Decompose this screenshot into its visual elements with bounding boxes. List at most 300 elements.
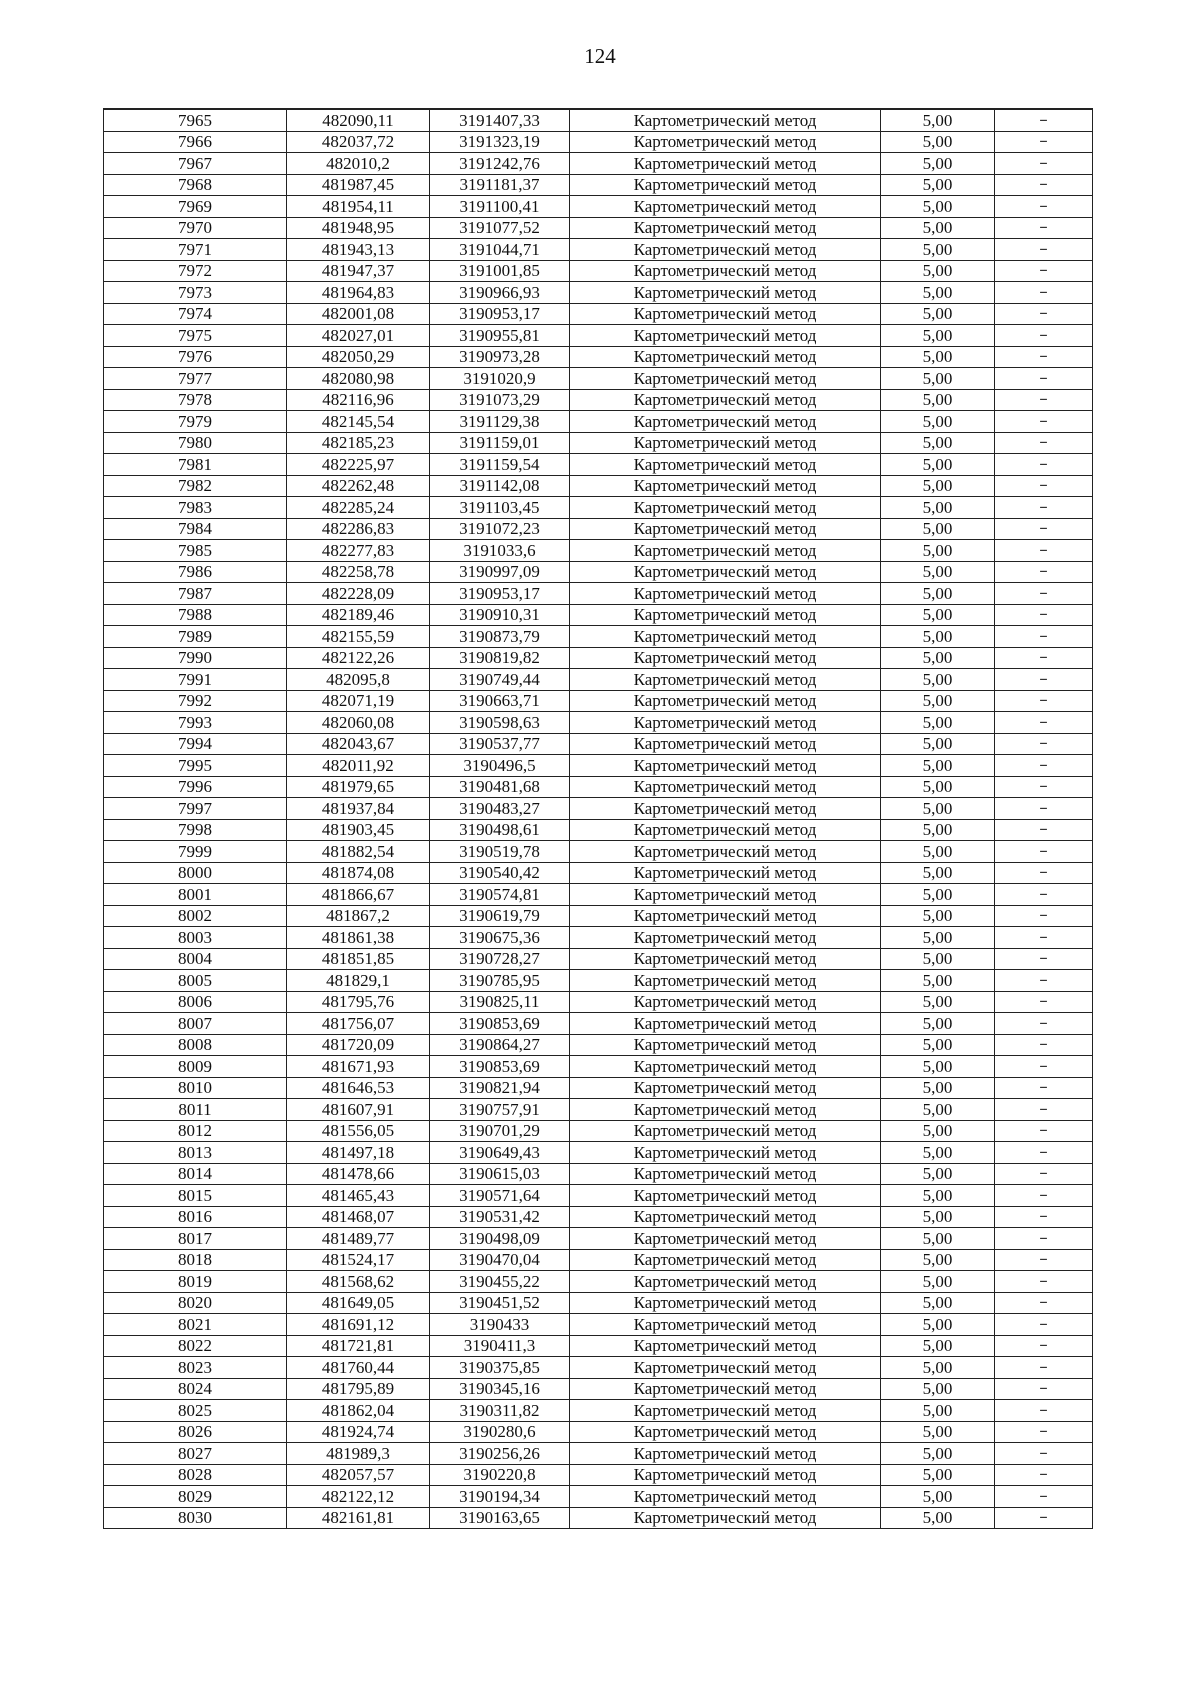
method-cell: Картометрический метод xyxy=(570,1228,881,1250)
x-coordinate-cell: 482010,2 xyxy=(287,153,430,175)
description-cell: – xyxy=(995,1120,1093,1142)
description-cell: – xyxy=(995,1271,1093,1293)
table-row xyxy=(104,669,1093,691)
method-cell: Картометрический метод xyxy=(570,712,881,734)
y-coordinate-cell: 3191103,45 xyxy=(430,497,570,519)
point-number-cell: 7977 xyxy=(104,368,287,390)
accuracy-cell: 5,00 xyxy=(881,1486,995,1508)
y-coordinate-cell: 3191033,6 xyxy=(430,540,570,562)
point-number-cell: 7983 xyxy=(104,497,287,519)
accuracy-cell: 5,00 xyxy=(881,260,995,282)
point-number-cell: 7991 xyxy=(104,669,287,691)
method-cell: Картометрический метод xyxy=(570,1507,881,1529)
accuracy-cell: 5,00 xyxy=(881,690,995,712)
point-number-cell: 7995 xyxy=(104,755,287,777)
point-number-cell: 7986 xyxy=(104,561,287,583)
accuracy-cell: 5,00 xyxy=(881,518,995,540)
y-coordinate-cell: 3190574,81 xyxy=(430,884,570,906)
x-coordinate-cell: 482090,11 xyxy=(287,109,430,131)
description-cell: – xyxy=(995,647,1093,669)
description-cell: – xyxy=(995,1507,1093,1529)
point-number-cell: 7999 xyxy=(104,841,287,863)
y-coordinate-cell: 3191159,01 xyxy=(430,432,570,454)
y-coordinate-cell: 3191077,52 xyxy=(430,217,570,239)
y-coordinate-cell: 3190615,03 xyxy=(430,1163,570,1185)
method-cell: Картометрический метод xyxy=(570,196,881,218)
point-number-cell: 7969 xyxy=(104,196,287,218)
accuracy-cell: 5,00 xyxy=(881,109,995,131)
method-cell: Картометрический метод xyxy=(570,991,881,1013)
y-coordinate-cell: 3190280,6 xyxy=(430,1421,570,1443)
y-coordinate-cell: 3191142,08 xyxy=(430,475,570,497)
accuracy-cell: 5,00 xyxy=(881,389,995,411)
method-cell: Картометрический метод xyxy=(570,497,881,519)
table-row xyxy=(104,282,1093,304)
table-row xyxy=(104,346,1093,368)
y-coordinate-cell: 3191242,76 xyxy=(430,153,570,175)
method-cell: Картометрический метод xyxy=(570,690,881,712)
point-number-cell: 7992 xyxy=(104,690,287,712)
method-cell: Картометрический метод xyxy=(570,1206,881,1228)
y-coordinate-cell: 3191181,37 xyxy=(430,174,570,196)
method-cell: Картометрический метод xyxy=(570,346,881,368)
x-coordinate-cell: 482286,83 xyxy=(287,518,430,540)
table-row xyxy=(104,690,1093,712)
point-number-cell: 7984 xyxy=(104,518,287,540)
table-row xyxy=(104,948,1093,970)
y-coordinate-cell: 3190256,26 xyxy=(430,1443,570,1465)
accuracy-cell: 5,00 xyxy=(881,1077,995,1099)
description-cell: – xyxy=(995,733,1093,755)
x-coordinate-cell: 481924,74 xyxy=(287,1421,430,1443)
x-coordinate-cell: 481937,84 xyxy=(287,798,430,820)
x-coordinate-cell: 482145,54 xyxy=(287,411,430,433)
method-cell: Картометрический метод xyxy=(570,131,881,153)
description-cell: – xyxy=(995,669,1093,691)
y-coordinate-cell: 3190825,11 xyxy=(430,991,570,1013)
x-coordinate-cell: 481760,44 xyxy=(287,1357,430,1379)
method-cell: Картометрический метод xyxy=(570,884,881,906)
point-number-cell: 8001 xyxy=(104,884,287,906)
point-number-cell: 7976 xyxy=(104,346,287,368)
table-row xyxy=(104,798,1093,820)
description-cell: – xyxy=(995,905,1093,927)
accuracy-cell: 5,00 xyxy=(881,1163,995,1185)
accuracy-cell: 5,00 xyxy=(881,1056,995,1078)
table-row xyxy=(104,1034,1093,1056)
point-number-cell: 7993 xyxy=(104,712,287,734)
description-cell: – xyxy=(995,1206,1093,1228)
method-cell: Картометрический метод xyxy=(570,1120,881,1142)
table-row xyxy=(104,561,1093,583)
accuracy-cell: 5,00 xyxy=(881,1443,995,1465)
accuracy-cell: 5,00 xyxy=(881,819,995,841)
point-number-cell: 8030 xyxy=(104,1507,287,1529)
y-coordinate-cell: 3191159,54 xyxy=(430,454,570,476)
method-cell: Картометрический метод xyxy=(570,1099,881,1121)
table-row xyxy=(104,1056,1093,1078)
x-coordinate-cell: 481861,38 xyxy=(287,927,430,949)
x-coordinate-cell: 481489,77 xyxy=(287,1228,430,1250)
accuracy-cell: 5,00 xyxy=(881,1249,995,1271)
x-coordinate-cell: 482027,01 xyxy=(287,325,430,347)
description-cell: – xyxy=(995,884,1093,906)
description-cell: – xyxy=(995,196,1093,218)
table-row xyxy=(104,583,1093,605)
x-coordinate-cell: 481497,18 xyxy=(287,1142,430,1164)
accuracy-cell: 5,00 xyxy=(881,1507,995,1529)
description-cell: – xyxy=(995,927,1093,949)
table-row xyxy=(104,884,1093,906)
description-cell: – xyxy=(995,1443,1093,1465)
point-number-cell: 8007 xyxy=(104,1013,287,1035)
x-coordinate-cell: 481556,05 xyxy=(287,1120,430,1142)
description-cell: – xyxy=(995,1249,1093,1271)
y-coordinate-cell: 3190481,68 xyxy=(430,776,570,798)
description-cell: – xyxy=(995,518,1093,540)
y-coordinate-cell: 3190864,27 xyxy=(430,1034,570,1056)
x-coordinate-cell: 481607,91 xyxy=(287,1099,430,1121)
accuracy-cell: 5,00 xyxy=(881,970,995,992)
description-cell: – xyxy=(995,991,1093,1013)
description-cell: – xyxy=(995,1013,1093,1035)
y-coordinate-cell: 3190728,27 xyxy=(430,948,570,970)
accuracy-cell: 5,00 xyxy=(881,282,995,304)
table-row xyxy=(104,1443,1093,1465)
description-cell: – xyxy=(995,1228,1093,1250)
accuracy-cell: 5,00 xyxy=(881,1185,995,1207)
method-cell: Картометрический метод xyxy=(570,583,881,605)
description-cell: – xyxy=(995,260,1093,282)
accuracy-cell: 5,00 xyxy=(881,733,995,755)
x-coordinate-cell: 481795,76 xyxy=(287,991,430,1013)
accuracy-cell: 5,00 xyxy=(881,1013,995,1035)
table-row xyxy=(104,862,1093,884)
table-row xyxy=(104,1357,1093,1379)
x-coordinate-cell: 482161,81 xyxy=(287,1507,430,1529)
table-row xyxy=(104,927,1093,949)
page-number: 124 xyxy=(584,44,616,68)
description-cell: – xyxy=(995,1056,1093,1078)
description-cell: – xyxy=(995,1486,1093,1508)
method-cell: Картометрический метод xyxy=(570,411,881,433)
y-coordinate-cell: 3191020,9 xyxy=(430,368,570,390)
table-row xyxy=(104,1464,1093,1486)
point-number-cell: 8015 xyxy=(104,1185,287,1207)
table-row xyxy=(104,1185,1093,1207)
x-coordinate-cell: 482122,12 xyxy=(287,1486,430,1508)
y-coordinate-cell: 3190701,29 xyxy=(430,1120,570,1142)
description-cell: – xyxy=(995,153,1093,175)
accuracy-cell: 5,00 xyxy=(881,862,995,884)
x-coordinate-cell: 482060,08 xyxy=(287,712,430,734)
accuracy-cell: 5,00 xyxy=(881,1357,995,1379)
point-number-cell: 8009 xyxy=(104,1056,287,1078)
point-number-cell: 7965 xyxy=(104,109,287,131)
method-cell: Картометрический метод xyxy=(570,862,881,884)
accuracy-cell: 5,00 xyxy=(881,583,995,605)
method-cell: Картометрический метод xyxy=(570,325,881,347)
table-row xyxy=(104,217,1093,239)
point-number-cell: 8011 xyxy=(104,1099,287,1121)
x-coordinate-cell: 482001,08 xyxy=(287,303,430,325)
table-row xyxy=(104,109,1093,131)
accuracy-cell: 5,00 xyxy=(881,948,995,970)
y-coordinate-cell: 3190819,82 xyxy=(430,647,570,669)
point-number-cell: 7979 xyxy=(104,411,287,433)
point-number-cell: 8005 xyxy=(104,970,287,992)
method-cell: Картометрический метод xyxy=(570,1378,881,1400)
table-row xyxy=(104,1077,1093,1099)
table-row xyxy=(104,1507,1093,1529)
y-coordinate-cell: 3190910,31 xyxy=(430,604,570,626)
table-row xyxy=(104,1292,1093,1314)
y-coordinate-cell: 3190649,43 xyxy=(430,1142,570,1164)
y-coordinate-cell: 3190853,69 xyxy=(430,1056,570,1078)
table-row xyxy=(104,712,1093,734)
method-cell: Картометрический метод xyxy=(570,948,881,970)
point-number-cell: 7981 xyxy=(104,454,287,476)
point-number-cell: 8013 xyxy=(104,1142,287,1164)
table-row xyxy=(104,389,1093,411)
y-coordinate-cell: 3191072,23 xyxy=(430,518,570,540)
y-coordinate-cell: 3190953,17 xyxy=(430,303,570,325)
point-number-cell: 7987 xyxy=(104,583,287,605)
accuracy-cell: 5,00 xyxy=(881,1400,995,1422)
accuracy-cell: 5,00 xyxy=(881,1292,995,1314)
table-row xyxy=(104,153,1093,175)
point-number-cell: 8029 xyxy=(104,1486,287,1508)
x-coordinate-cell: 481691,12 xyxy=(287,1314,430,1336)
method-cell: Картометрический метод xyxy=(570,798,881,820)
method-cell: Картометрический метод xyxy=(570,303,881,325)
accuracy-cell: 5,00 xyxy=(881,776,995,798)
x-coordinate-cell: 482037,72 xyxy=(287,131,430,153)
description-cell: – xyxy=(995,1077,1093,1099)
y-coordinate-cell: 3190749,44 xyxy=(430,669,570,691)
x-coordinate-cell: 481756,07 xyxy=(287,1013,430,1035)
table-row xyxy=(104,841,1093,863)
table-row xyxy=(104,497,1093,519)
y-coordinate-cell: 3190411,3 xyxy=(430,1335,570,1357)
description-cell: – xyxy=(995,798,1093,820)
table-row xyxy=(104,1206,1093,1228)
description-cell: – xyxy=(995,368,1093,390)
accuracy-cell: 5,00 xyxy=(881,841,995,863)
method-cell: Картометрический метод xyxy=(570,905,881,927)
y-coordinate-cell: 3191407,33 xyxy=(430,109,570,131)
table-row xyxy=(104,174,1093,196)
method-cell: Картометрический метод xyxy=(570,109,881,131)
table-row xyxy=(104,1314,1093,1336)
accuracy-cell: 5,00 xyxy=(881,1464,995,1486)
accuracy-cell: 5,00 xyxy=(881,647,995,669)
y-coordinate-cell: 3191073,29 xyxy=(430,389,570,411)
y-coordinate-cell: 3191129,38 xyxy=(430,411,570,433)
point-number-cell: 7988 xyxy=(104,604,287,626)
accuracy-cell: 5,00 xyxy=(881,174,995,196)
description-cell: – xyxy=(995,1034,1093,1056)
accuracy-cell: 5,00 xyxy=(881,669,995,691)
table-row xyxy=(104,1163,1093,1185)
point-number-cell: 8000 xyxy=(104,862,287,884)
method-cell: Картометрический метод xyxy=(570,1357,881,1379)
table-row xyxy=(104,475,1093,497)
point-number-cell: 7966 xyxy=(104,131,287,153)
method-cell: Картометрический метод xyxy=(570,1421,881,1443)
method-cell: Картометрический метод xyxy=(570,1335,881,1357)
description-cell: – xyxy=(995,604,1093,626)
point-number-cell: 7972 xyxy=(104,260,287,282)
x-coordinate-cell: 481795,89 xyxy=(287,1378,430,1400)
point-number-cell: 8022 xyxy=(104,1335,287,1357)
point-number-cell: 8006 xyxy=(104,991,287,1013)
x-coordinate-cell: 481468,07 xyxy=(287,1206,430,1228)
method-cell: Картометрический метод xyxy=(570,669,881,691)
point-number-cell: 7971 xyxy=(104,239,287,261)
table-row xyxy=(104,1142,1093,1164)
y-coordinate-cell: 3190496,5 xyxy=(430,755,570,777)
table-row xyxy=(104,1486,1093,1508)
description-cell: – xyxy=(995,1314,1093,1336)
description-cell: – xyxy=(995,131,1093,153)
point-number-cell: 7978 xyxy=(104,389,287,411)
description-cell: – xyxy=(995,325,1093,347)
x-coordinate-cell: 481720,09 xyxy=(287,1034,430,1056)
table-row xyxy=(104,239,1093,261)
description-cell: – xyxy=(995,1099,1093,1121)
method-cell: Картометрический метод xyxy=(570,1400,881,1422)
y-coordinate-cell: 3191323,19 xyxy=(430,131,570,153)
accuracy-cell: 5,00 xyxy=(881,1271,995,1293)
x-coordinate-cell: 481465,43 xyxy=(287,1185,430,1207)
description-cell: – xyxy=(995,970,1093,992)
accuracy-cell: 5,00 xyxy=(881,927,995,949)
y-coordinate-cell: 3190531,42 xyxy=(430,1206,570,1228)
table-row xyxy=(104,131,1093,153)
description-cell: – xyxy=(995,109,1093,131)
description-cell: – xyxy=(995,497,1093,519)
description-cell: – xyxy=(995,389,1093,411)
method-cell: Картометрический метод xyxy=(570,1185,881,1207)
description-cell: – xyxy=(995,454,1093,476)
table-row xyxy=(104,819,1093,841)
table-row xyxy=(104,411,1093,433)
method-cell: Картометрический метод xyxy=(570,1271,881,1293)
description-cell: – xyxy=(995,626,1093,648)
table-row xyxy=(104,604,1093,626)
y-coordinate-cell: 3190663,71 xyxy=(430,690,570,712)
x-coordinate-cell: 482011,92 xyxy=(287,755,430,777)
y-coordinate-cell: 3190470,04 xyxy=(430,1249,570,1271)
method-cell: Картометрический метод xyxy=(570,1249,881,1271)
y-coordinate-cell: 3190953,17 xyxy=(430,583,570,605)
accuracy-cell: 5,00 xyxy=(881,755,995,777)
point-number-cell: 8026 xyxy=(104,1421,287,1443)
point-number-cell: 8014 xyxy=(104,1163,287,1185)
description-cell: – xyxy=(995,1142,1093,1164)
x-coordinate-cell: 482057,57 xyxy=(287,1464,430,1486)
accuracy-cell: 5,00 xyxy=(881,1142,995,1164)
table-row xyxy=(104,1421,1093,1443)
table-row xyxy=(104,733,1093,755)
accuracy-cell: 5,00 xyxy=(881,303,995,325)
x-coordinate-cell: 481882,54 xyxy=(287,841,430,863)
method-cell: Картометрический метод xyxy=(570,174,881,196)
table-row xyxy=(104,991,1093,1013)
method-cell: Картометрический метод xyxy=(570,819,881,841)
method-cell: Картометрический метод xyxy=(570,368,881,390)
x-coordinate-cell: 481721,81 xyxy=(287,1335,430,1357)
method-cell: Картометрический метод xyxy=(570,1443,881,1465)
accuracy-cell: 5,00 xyxy=(881,712,995,734)
y-coordinate-cell: 3190966,93 xyxy=(430,282,570,304)
table-row xyxy=(104,1120,1093,1142)
accuracy-cell: 5,00 xyxy=(881,217,995,239)
description-cell: – xyxy=(995,1335,1093,1357)
point-number-cell: 7967 xyxy=(104,153,287,175)
y-coordinate-cell: 3190997,09 xyxy=(430,561,570,583)
y-coordinate-cell: 3190498,61 xyxy=(430,819,570,841)
description-cell: – xyxy=(995,561,1093,583)
description-cell: – xyxy=(995,411,1093,433)
x-coordinate-cell: 482285,24 xyxy=(287,497,430,519)
x-coordinate-cell: 482189,46 xyxy=(287,604,430,626)
x-coordinate-cell: 481947,37 xyxy=(287,260,430,282)
x-coordinate-cell: 482228,09 xyxy=(287,583,430,605)
method-cell: Картометрический метод xyxy=(570,389,881,411)
method-cell: Картометрический метод xyxy=(570,1464,881,1486)
x-coordinate-cell: 481524,17 xyxy=(287,1249,430,1271)
x-coordinate-cell: 481964,83 xyxy=(287,282,430,304)
y-coordinate-cell: 3190311,82 xyxy=(430,1400,570,1422)
y-coordinate-cell: 3190483,27 xyxy=(430,798,570,820)
method-cell: Картометрический метод xyxy=(570,475,881,497)
x-coordinate-cell: 481867,2 xyxy=(287,905,430,927)
y-coordinate-cell: 3190785,95 xyxy=(430,970,570,992)
method-cell: Картометрический метод xyxy=(570,1013,881,1035)
y-coordinate-cell: 3190220,8 xyxy=(430,1464,570,1486)
y-coordinate-cell: 3190194,34 xyxy=(430,1486,570,1508)
table-row xyxy=(104,1378,1093,1400)
x-coordinate-cell: 482095,8 xyxy=(287,669,430,691)
description-cell: – xyxy=(995,690,1093,712)
x-coordinate-cell: 481851,85 xyxy=(287,948,430,970)
point-number-cell: 8010 xyxy=(104,1077,287,1099)
accuracy-cell: 5,00 xyxy=(881,798,995,820)
accuracy-cell: 5,00 xyxy=(881,884,995,906)
accuracy-cell: 5,00 xyxy=(881,368,995,390)
accuracy-cell: 5,00 xyxy=(881,1378,995,1400)
x-coordinate-cell: 481954,11 xyxy=(287,196,430,218)
description-cell: – xyxy=(995,239,1093,261)
y-coordinate-cell: 3190675,36 xyxy=(430,927,570,949)
method-cell: Картометрический метод xyxy=(570,432,881,454)
x-coordinate-cell: 481671,93 xyxy=(287,1056,430,1078)
description-cell: – xyxy=(995,948,1093,970)
table-row xyxy=(104,260,1093,282)
table-row xyxy=(104,1228,1093,1250)
method-cell: Картометрический метод xyxy=(570,733,881,755)
method-cell: Картометрический метод xyxy=(570,1034,881,1056)
accuracy-cell: 5,00 xyxy=(881,497,995,519)
method-cell: Картометрический метод xyxy=(570,239,881,261)
method-cell: Картометрический метод xyxy=(570,776,881,798)
table-row xyxy=(104,1249,1093,1271)
method-cell: Картометрический метод xyxy=(570,454,881,476)
method-cell: Картометрический метод xyxy=(570,1142,881,1164)
description-cell: – xyxy=(995,1185,1093,1207)
